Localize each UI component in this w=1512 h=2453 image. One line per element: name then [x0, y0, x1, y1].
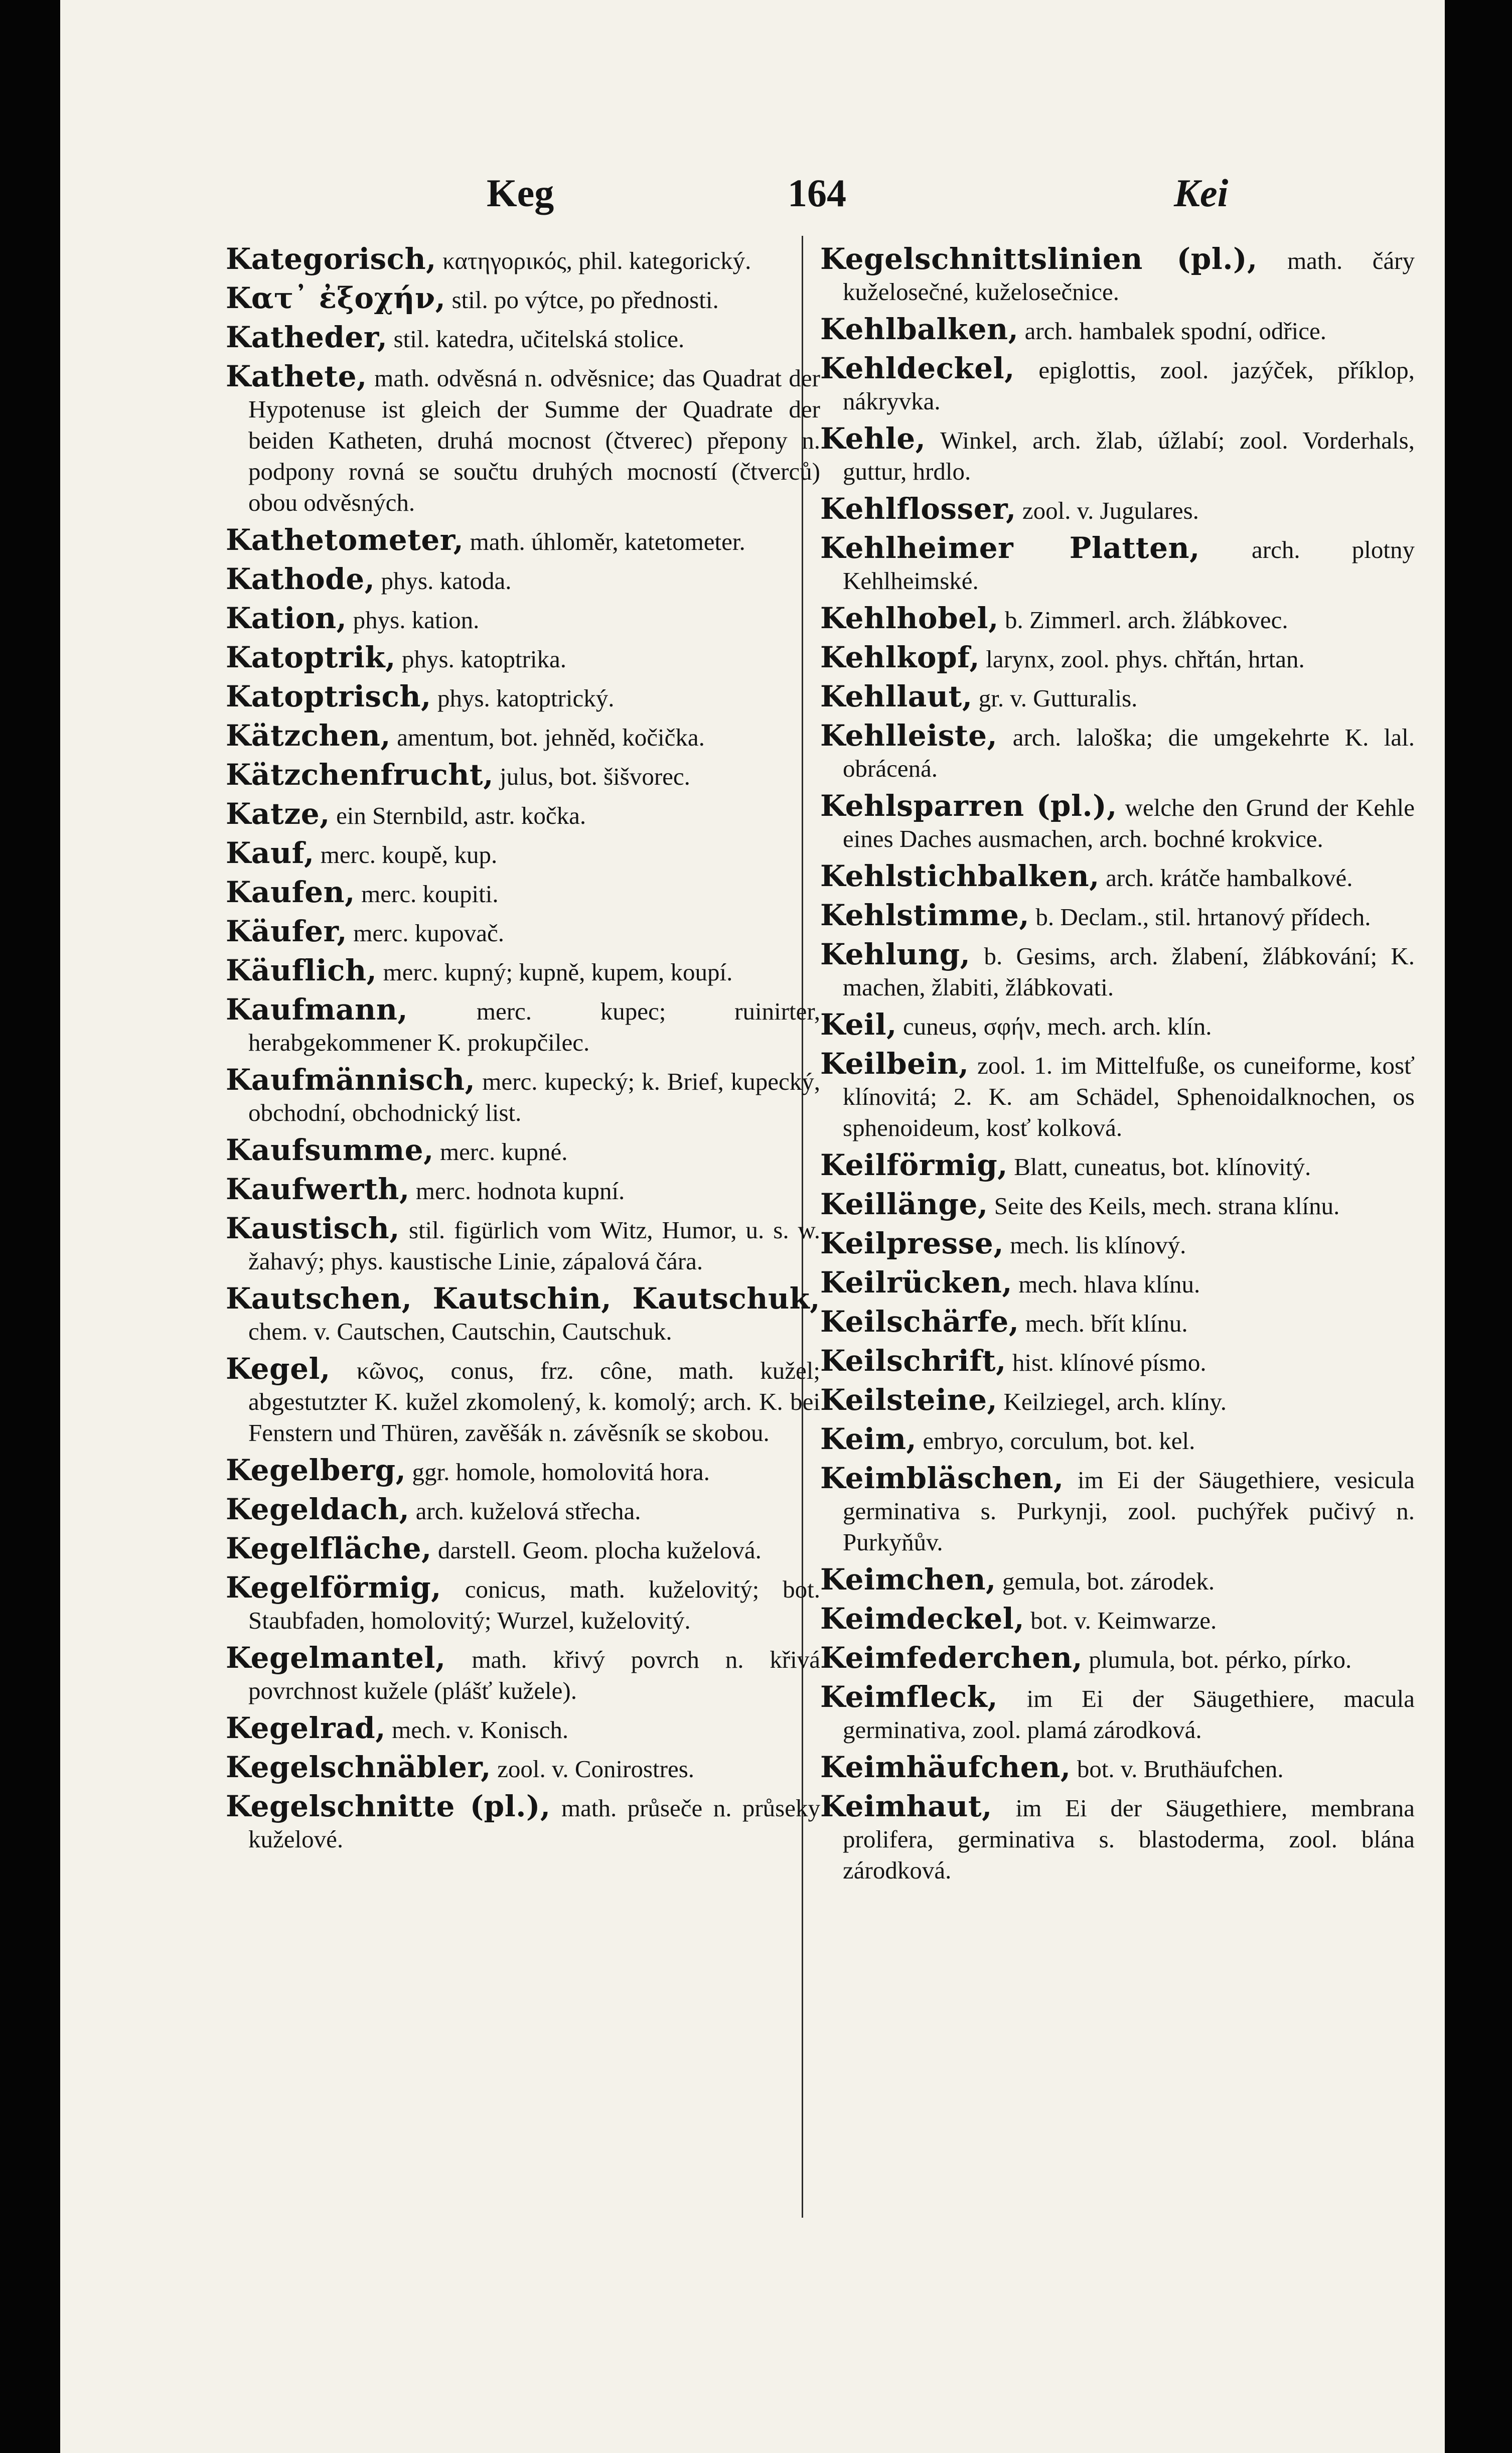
- dictionary-entry: [226, 1134, 820, 1168]
- entry-definition: math. čáry kuželosečné, kuželosečnice.: [843, 247, 1415, 306]
- entry-definition: chem. v. Cautschen, Cautschin, Cautschuk.: [248, 1318, 672, 1345]
- entry-headword: Keilpresse,: [820, 1226, 1004, 1260]
- dictionary-entry: [226, 1572, 820, 1636]
- entry-definition: cuneus, σφήν, mech. arch. klín.: [903, 1013, 1212, 1040]
- entry-definition: merc. kupecký; k. Brief, kupecký, obchodní, obchodnický list.: [248, 1068, 821, 1126]
- entry-headword: Käuflich,: [226, 953, 377, 987]
- entry-definition: gemula, bot. zárodek.: [1002, 1567, 1215, 1595]
- entry-headword: Käufer,: [226, 914, 348, 948]
- dictionary-entry: [820, 1752, 1415, 1785]
- entry-definition: embryo, corculum, bot. kel.: [923, 1427, 1195, 1455]
- dictionary-entry: [820, 532, 1415, 597]
- dictionary-entry: [226, 1213, 820, 1277]
- entry-definition: mech. hlava klínu.: [1018, 1270, 1200, 1298]
- entry-headword: Keimhäufchen,: [820, 1750, 1071, 1784]
- entry-definition: ggr. homole, homolovitá hora.: [412, 1458, 710, 1486]
- entry-headword: Kegelberg,: [226, 1453, 406, 1487]
- dictionary-entry: [820, 790, 1415, 854]
- dictionary-entry: [226, 877, 820, 910]
- entry-headword: Kation,: [226, 601, 347, 635]
- entry-definition: im Ei der Säugethiere, membrana prolifera, germinativa s. blastoderma, zool. blána zárodková.: [843, 1794, 1415, 1884]
- dictionary-entry: [226, 759, 820, 792]
- dictionary-entry: [820, 642, 1415, 675]
- dictionary-entry: [820, 493, 1415, 526]
- entry-definition: Winkel, arch. žlab, úžlabí; zool. Vorderhals, guttur, hrdlo.: [843, 426, 1415, 485]
- entry-definition: phys. katoda.: [381, 567, 512, 595]
- entry-definition: arch. hambalek spodní, odřice.: [1024, 317, 1327, 345]
- entry-headword: Keilschrift,: [820, 1344, 1006, 1378]
- entry-headword: Kaufen,: [226, 875, 355, 909]
- entry-definition: mech. lis klínový.: [1010, 1231, 1186, 1259]
- entry-headword: Kehle,: [820, 421, 926, 456]
- entry-definition: bot. v. Keimwarze.: [1030, 1607, 1217, 1634]
- header-right-catchword: Kei: [1174, 171, 1229, 215]
- dictionary-entry: [820, 1681, 1415, 1746]
- dictionary-entry: [820, 1189, 1415, 1222]
- entry-definition: merc. kupné.: [440, 1138, 568, 1166]
- dictionary-entry: [226, 1064, 820, 1128]
- dictionary-entry: [820, 1564, 1415, 1597]
- dictionary-entry: [226, 1353, 820, 1449]
- page-number: 164: [788, 171, 846, 215]
- dictionary-entry: [820, 1791, 1415, 1886]
- entry-headword: Keimfleck,: [820, 1680, 998, 1714]
- dictionary-entry: [226, 243, 820, 276]
- dictionary-entry: [820, 900, 1415, 933]
- entry-definition: epiglottis, zool. jazýček, příklop, nákryvka.: [843, 356, 1415, 415]
- dictionary-entry: [820, 681, 1415, 714]
- left-column: [226, 243, 820, 1861]
- entry-headword: Kaufwerth,: [226, 1172, 410, 1206]
- entry-headword: Kehlflosser,: [820, 492, 1016, 526]
- right-column: [820, 243, 1415, 1892]
- dictionary-entry: [820, 353, 1415, 417]
- entry-definition: κῶνος, conus, frz. cône, math. kužel; abgestutzter K. kužel zkomolený, k. komolý; arch. K. bei Fenstern und Thüren, zavěšák n. závěsník se skobou.: [248, 1357, 820, 1447]
- entry-definition: arch. plotny Kehlheimské.: [843, 536, 1415, 595]
- dictionary-entry: [820, 939, 1415, 1003]
- entry-definition: ein Sternbild, astr. kočka.: [336, 802, 586, 829]
- entry-definition: hist. klínové písmo.: [1012, 1349, 1206, 1376]
- entry-headword: Kätzchen,: [226, 718, 391, 753]
- entry-headword: Kehlleiste,: [820, 718, 998, 753]
- dictionary-entry: [820, 1149, 1415, 1183]
- entry-definition: bot. v. Bruthäufchen.: [1077, 1755, 1284, 1783]
- entry-headword: Kathetometer,: [226, 523, 464, 557]
- dictionary-entry: [820, 1345, 1415, 1378]
- dictionary-entry: [820, 603, 1415, 636]
- entry-definition: κατηγορικός, phil. kategorický.: [442, 247, 751, 274]
- entry-headword: Keimchen,: [820, 1562, 996, 1597]
- entry-headword: Kehlsparren (pl.),: [820, 789, 1117, 823]
- dictionary-entry: [226, 720, 820, 753]
- entry-definition: merc. kupný; kupně, kupem, koupí.: [383, 958, 733, 986]
- entry-headword: Kegelschnäbler,: [226, 1750, 491, 1784]
- entry-definition: im Ei der Säugethiere, vesicula germinativa s. Purkynji, zool. puchýřek pučivý n. Purkyňův.: [843, 1466, 1415, 1556]
- dictionary-entry: [820, 243, 1415, 308]
- entry-definition: phys. katoptrika.: [402, 645, 567, 673]
- entry-headword: Κατ᾽ ἐξοχήν,: [226, 281, 446, 315]
- entry-headword: Kegelrad,: [226, 1711, 386, 1745]
- entry-definition: math. úhloměr, katetometer.: [470, 528, 745, 555]
- page-header: [60, 171, 1445, 226]
- entry-definition: welche den Grund der Kehle eines Daches ausmachen, arch. bochné krokvice.: [843, 794, 1415, 852]
- entry-definition: math. průseče n. průseky kuželové.: [248, 1794, 820, 1853]
- entry-definition: larynx, zool. phys. chřtán, hrtan.: [986, 645, 1305, 673]
- entry-headword: Kehldeckel,: [820, 351, 1015, 385]
- dictionary-entry: [820, 1306, 1415, 1339]
- entry-definition: plumula, bot. pérko, pírko.: [1089, 1646, 1352, 1673]
- entry-definition: stil. po výtce, po přednosti.: [451, 286, 719, 314]
- entry-headword: Keilschärfe,: [820, 1305, 1019, 1339]
- entry-definition: b. Declam., stil. hrtanový přídech.: [1035, 903, 1371, 931]
- entry-definition: im Ei der Säugethiere, macula germinativa, zool. plamá zárodková.: [843, 1685, 1415, 1744]
- entry-definition: zool. v. Conirostres.: [497, 1755, 695, 1783]
- dictionary-entry: [226, 1283, 820, 1347]
- entry-definition: stil. katedra, učitelská stolice.: [393, 325, 685, 353]
- dictionary-entry: [820, 860, 1415, 894]
- entry-definition: phys. katoptrický.: [437, 684, 615, 712]
- entry-definition: stil. figürlich vom Witz, Humor, u. s. w. žahavý; phys. kaustische Linie, zápalová čára.: [248, 1216, 821, 1275]
- entry-headword: Kathete,: [226, 359, 367, 393]
- entry-definition: julus, bot. šišvorec.: [500, 763, 690, 790]
- entry-headword: Kegeldach,: [226, 1492, 410, 1526]
- dictionary-entry: [226, 1752, 820, 1785]
- entry-headword: Kaufmännisch,: [226, 1063, 476, 1097]
- entry-headword: Katze,: [226, 797, 330, 831]
- entry-headword: Kaufsumme,: [226, 1133, 434, 1167]
- entry-headword: Katoptrisch,: [226, 679, 431, 713]
- dictionary-entry: [820, 720, 1415, 784]
- dictionary-entry: [226, 1174, 820, 1207]
- entry-definition: math. odvěsná n. odvěsnice; das Quadrat der Hypotenuse ist gleich der Summe der Quadrate der beiden Katheten, druhá mocnost (čtverec) přepony n. podpony rovná se součtu druhých mocností (čtverců) obou odvěsných.: [248, 364, 820, 516]
- entry-headword: Kehlstimme,: [820, 898, 1030, 932]
- entry-headword: Kätzchenfrucht,: [226, 758, 494, 792]
- entry-headword: Katheder,: [226, 320, 388, 354]
- dictionary-entry: [226, 361, 820, 518]
- dictionary-entry: [226, 524, 820, 557]
- entry-headword: Keimfederchen,: [820, 1641, 1083, 1675]
- entry-headword: Keim,: [820, 1422, 917, 1456]
- dictionary-entry: [820, 1423, 1415, 1457]
- dictionary-entry: [226, 282, 820, 316]
- dictionary-entry: [226, 322, 820, 355]
- entry-headword: Kaufmann,: [226, 992, 408, 1027]
- entry-definition: arch. kuželová střecha.: [415, 1497, 641, 1525]
- entry-headword: Keilrücken,: [820, 1265, 1013, 1300]
- entry-headword: Kehlhobel,: [820, 601, 999, 635]
- entry-definition: gr. v. Gutturalis.: [978, 684, 1138, 712]
- entry-definition: darstell. Geom. plocha kuželová.: [437, 1536, 762, 1564]
- dictionary-entry: [820, 1228, 1415, 1261]
- entry-definition: mech. v. Konisch.: [392, 1716, 569, 1744]
- entry-headword: Kegel,: [226, 1352, 331, 1386]
- dictionary-page: [60, 0, 1445, 2453]
- dictionary-entry: [226, 681, 820, 714]
- entry-headword: Kehlkopf,: [820, 640, 980, 674]
- dictionary-entry: [226, 563, 820, 597]
- entry-headword: Kautschen, Kautschin, Kautschuk,: [226, 1281, 820, 1316]
- dictionary-entry: [226, 1642, 820, 1706]
- dictionary-entry: [226, 994, 820, 1058]
- entry-definition: zool. v. Jugulares.: [1022, 497, 1199, 524]
- entry-definition: merc. kupec; ruinirter, herabgekommener K. prokupčilec.: [248, 997, 820, 1056]
- dictionary-entry: [820, 314, 1415, 347]
- entry-headword: Kaustisch,: [226, 1211, 400, 1245]
- dictionary-entry: [820, 423, 1415, 487]
- dictionary-entry: [820, 1048, 1415, 1143]
- entry-headword: Kehlung,: [820, 937, 971, 971]
- entry-definition: merc. koupě, kup.: [320, 841, 498, 869]
- dictionary-entry: [226, 916, 820, 949]
- dictionary-entry: [226, 603, 820, 636]
- entry-definition: b. Gesims, arch. žlabení, žlábkování; K. machen, žlabiti, žlábkovati.: [843, 942, 1415, 1001]
- entry-definition: Seite des Keils, mech. strana klínu.: [994, 1192, 1340, 1220]
- entry-definition: Keilziegel, arch. klíny.: [1003, 1388, 1227, 1415]
- entry-headword: Keil,: [820, 1007, 897, 1042]
- dictionary-entry: [226, 1494, 820, 1527]
- entry-headword: Keimbläschen,: [820, 1461, 1064, 1495]
- header-left-catchword: Keg: [487, 171, 554, 215]
- dictionary-entry: [820, 1267, 1415, 1300]
- entry-headword: Kehlbalken,: [820, 312, 1019, 346]
- entry-definition: conicus, math. kuželovitý; bot. Staubfaden, homolovitý; Wurzel, kuželovitý.: [248, 1575, 820, 1634]
- entry-headword: Kehlheimer Platten,: [820, 531, 1200, 565]
- dictionary-entry: [226, 837, 820, 871]
- entry-definition: math. křivý povrch n. křivá povrchnost kužele (plášť kužele).: [248, 1646, 821, 1704]
- entry-headword: Kegelförmig,: [226, 1570, 441, 1605]
- entry-headword: Kategorisch,: [226, 242, 436, 276]
- entry-headword: Kauf,: [226, 836, 315, 870]
- dictionary-entry: [820, 1384, 1415, 1417]
- dictionary-entry: [226, 955, 820, 988]
- entry-headword: Keilförmig,: [820, 1148, 1008, 1182]
- dictionary-entry: [820, 1642, 1415, 1675]
- dictionary-entry: [226, 642, 820, 675]
- entry-headword: Keillänge,: [820, 1187, 988, 1221]
- entry-headword: Kegelmantel,: [226, 1641, 446, 1675]
- dictionary-entry: [226, 1712, 820, 1746]
- entry-headword: Kegelschnitte (pl.),: [226, 1789, 551, 1823]
- entry-definition: mech. břít klínu.: [1025, 1310, 1188, 1337]
- entry-definition: merc. hodnota kupní.: [415, 1177, 625, 1205]
- dictionary-entry: [820, 1463, 1415, 1558]
- entry-headword: Kehlstichbalken,: [820, 859, 1100, 893]
- entry-definition: zool. 1. im Mittelfuße, os cuneiforme, kosť klínovitá; 2. K. am Schädel, Sphenoidalknochen, os sphenoideum, kosť kolková.: [843, 1052, 1415, 1141]
- entry-headword: Kegelfläche,: [226, 1531, 432, 1565]
- entry-definition: phys. kation.: [353, 606, 480, 634]
- dictionary-entry: [226, 798, 820, 831]
- entry-definition: amentum, bot. jehněd, kočička.: [397, 724, 705, 751]
- entry-headword: Keimhaut,: [820, 1789, 992, 1823]
- entry-headword: Keimdeckel,: [820, 1602, 1025, 1636]
- entry-headword: Kegelschnittslinien (pl.),: [820, 242, 1258, 276]
- entry-headword: Kehllaut,: [820, 679, 973, 713]
- dictionary-entry: [226, 1791, 820, 1855]
- entry-definition: merc. kupovač.: [353, 919, 504, 947]
- entry-definition: arch. laloška; die umgekehrte K. lal. obrácená.: [843, 724, 1415, 782]
- entry-definition: Blatt, cuneatus, bot. klínovitý.: [1014, 1153, 1311, 1181]
- entry-headword: Kathode,: [226, 562, 375, 596]
- dictionary-entry: [226, 1455, 820, 1488]
- entry-definition: arch. krátče hambalkové.: [1106, 864, 1353, 892]
- entry-definition: merc. koupiti.: [361, 880, 499, 908]
- entry-headword: Katoptrik,: [226, 640, 396, 674]
- entry-headword: Keilbein,: [820, 1047, 969, 1081]
- dictionary-entry: [226, 1533, 820, 1566]
- entry-definition: b. Zimmerl. arch. žlábkovec.: [1005, 606, 1288, 634]
- dictionary-entry: [820, 1009, 1415, 1042]
- dictionary-entry: [820, 1603, 1415, 1636]
- entry-headword: Keilsteine,: [820, 1383, 998, 1417]
